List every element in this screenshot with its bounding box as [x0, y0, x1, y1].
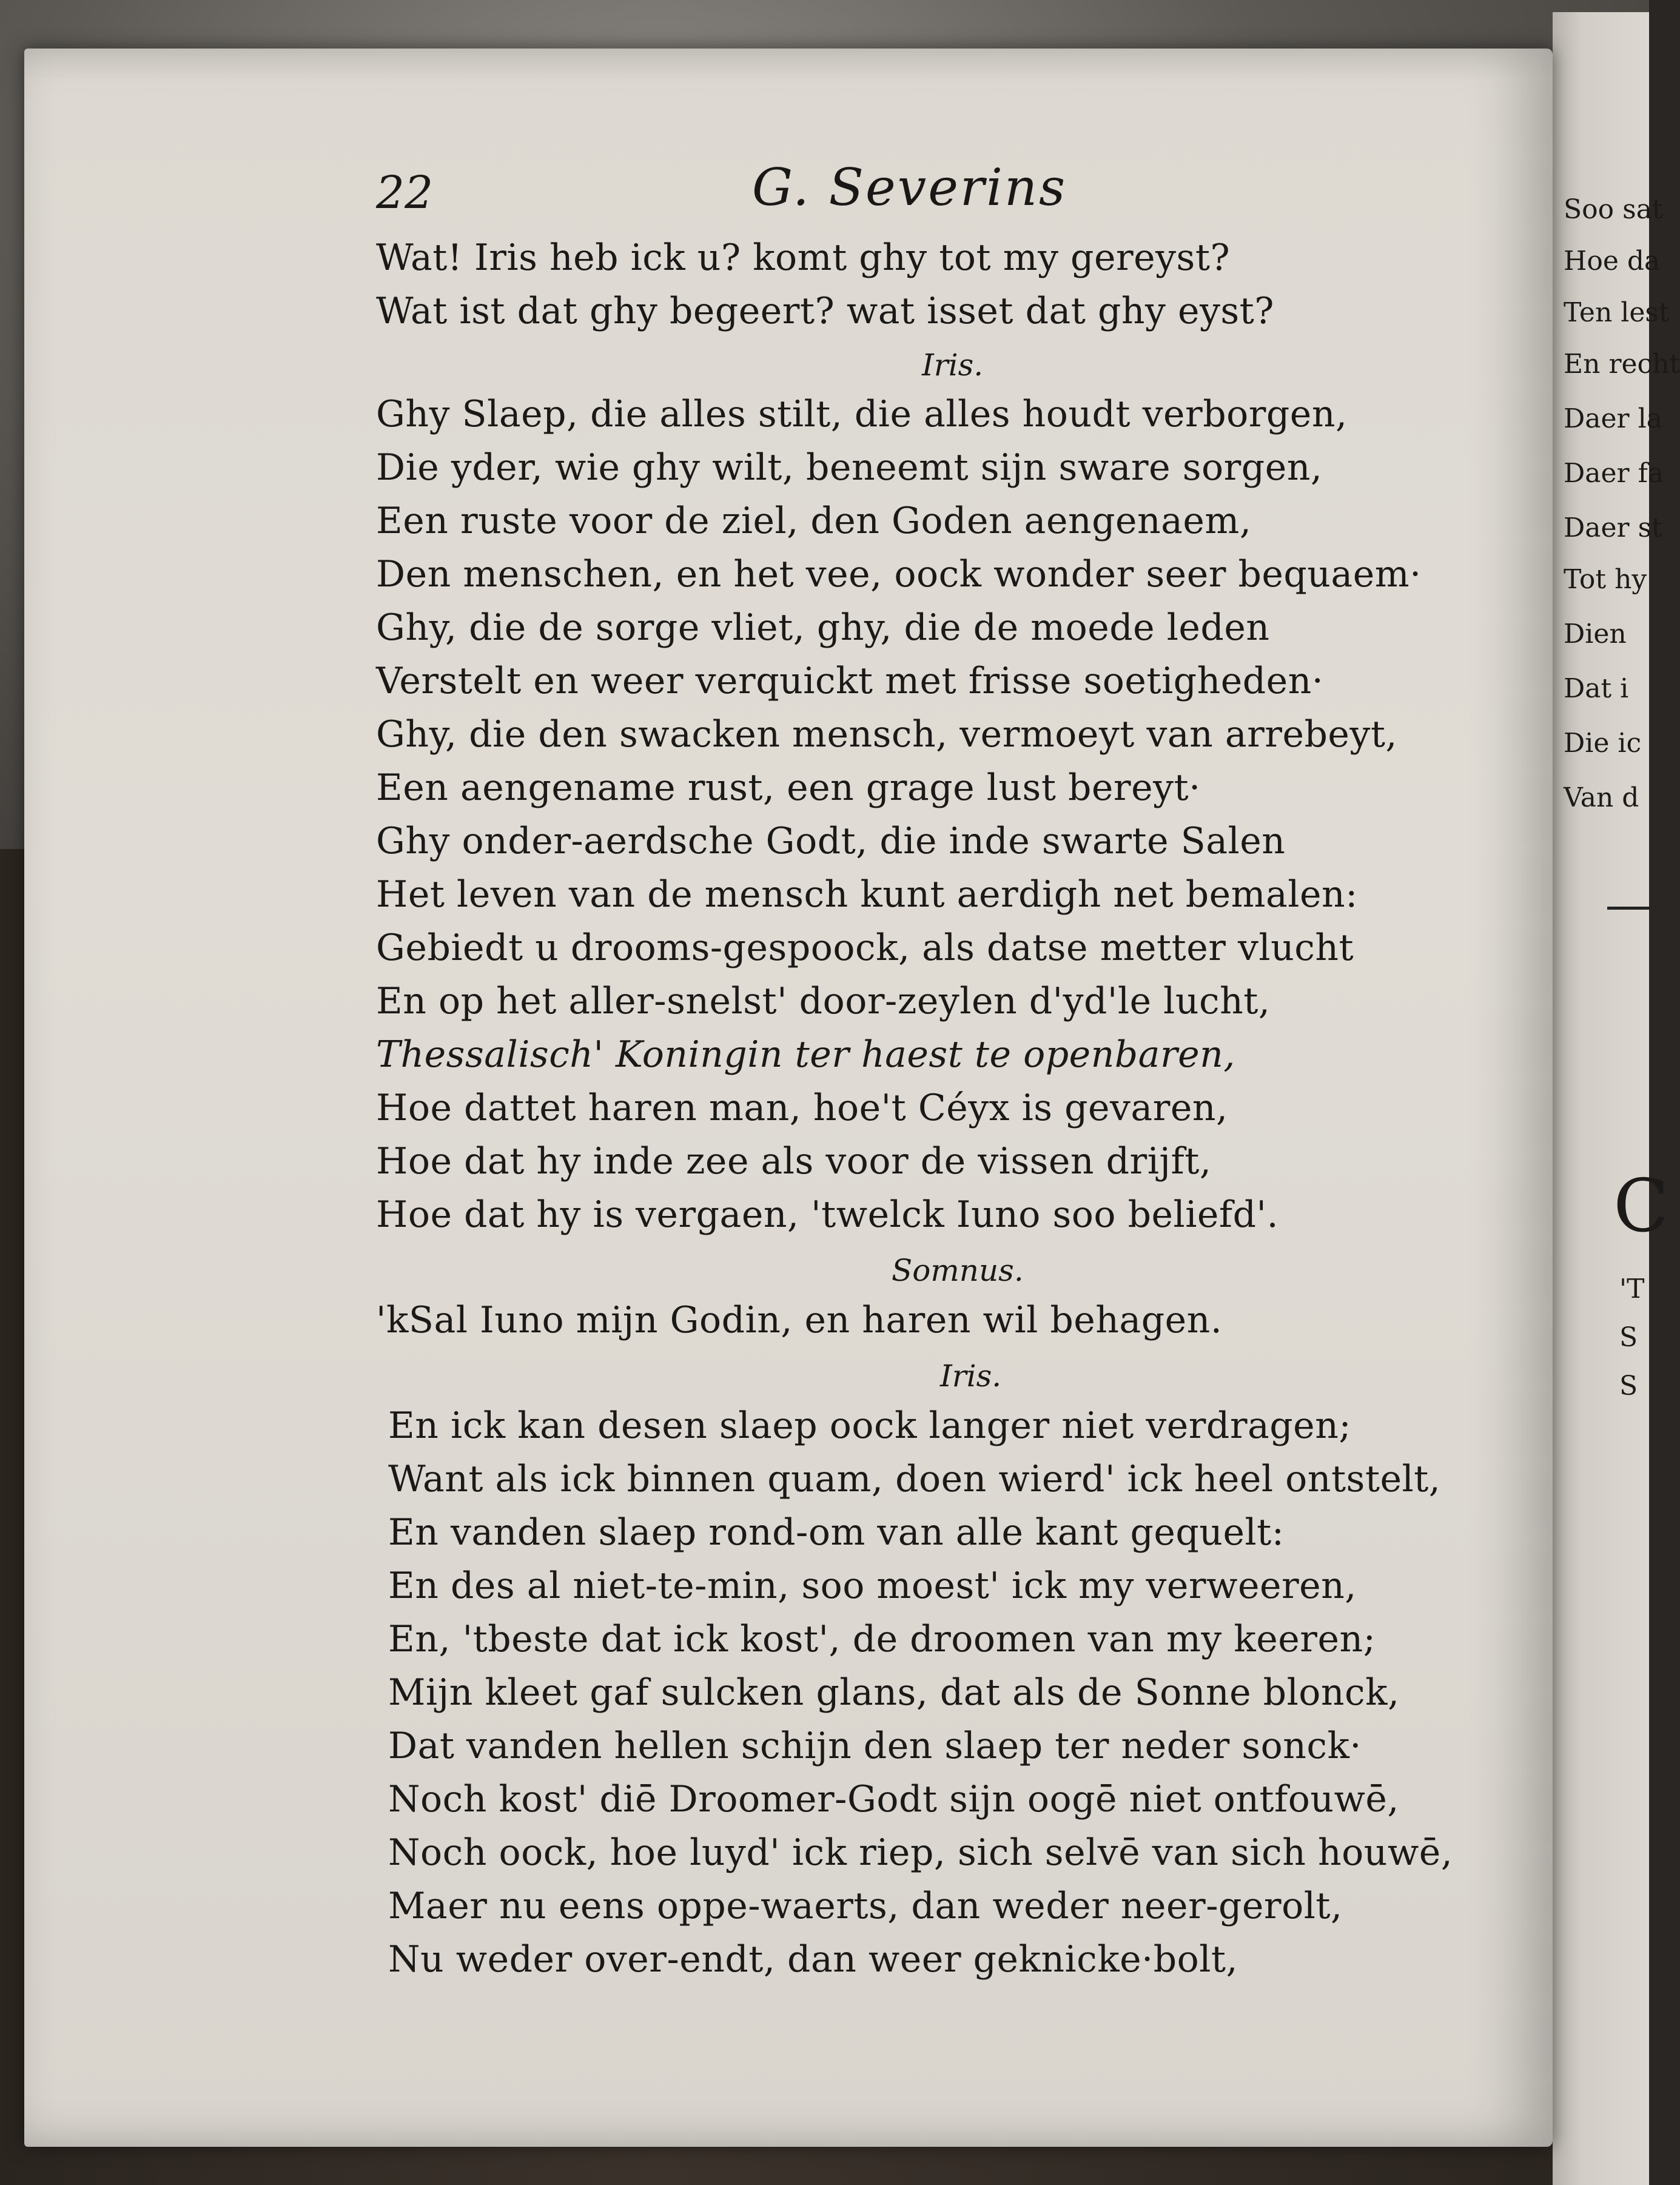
verse-line: Maer nu eens oppe-waerts, dan weder neer-gerolt, [388, 1885, 1343, 1927]
verse-line: Mijn kleet gaf sulcken glans, dat als de Sonne blonck, [388, 1671, 1400, 1714]
verse-line: Hoe dattet haren man, hoe't Céyx is gevaren, [376, 1087, 1228, 1129]
verse-line: Die yder, wie ghy wilt, beneemt sijn sware sorgen, [376, 446, 1323, 489]
verse-line: Dat vanden hellen schijn den slaep ter neder sonck· [388, 1725, 1362, 1767]
facing-page-line: Soo sat [1564, 194, 1663, 225]
facing-page-line: Daer fa [1564, 458, 1664, 489]
verse-line: Hoe dat hy is vergaen, 'twelck Iuno soo beliefd'. [376, 1193, 1279, 1236]
verse-line: Ghy Slaep, die alles stilt, die alles houdt verborgen, [376, 393, 1348, 435]
facing-page-line: Van d [1564, 782, 1639, 813]
facing-page-line: Die ic [1564, 728, 1642, 759]
verse-line: 'kSal Iuno mijn Godin, en haren wil behagen. [376, 1299, 1223, 1341]
verse-line: Ghy, die den swacken mensch, vermoeyt van arrebeyt, [376, 713, 1397, 756]
facing-page-fragment [1553, 12, 1680, 2185]
verse-line: Ghy, die de sorge vliet, ghy, die de moede leden [376, 606, 1270, 649]
facing-page-line: Tot hy [1564, 564, 1647, 595]
verse-line: Noch oock, hoe luyd' ick riep, sich selvē van sich houwē, [388, 1831, 1453, 1874]
verse-line: Thessalisch' Koningin ter haest te openbaren, [376, 1033, 1235, 1076]
verse-line: Den menschen, en het vee, oock wonder seer bequaem· [376, 553, 1422, 596]
verse-line: Een ruste voor de ziel, den Goden aengenaem, [376, 500, 1252, 542]
verse-line: Hoe dat hy inde zee als voor de vissen drijft, [376, 1140, 1212, 1183]
verse-line: En, 'tbeste dat ick kost', de droomen van my keeren; [388, 1618, 1376, 1660]
verse-line: Want als ick binnen quam, doen wierd' ick heel ontstelt, [388, 1458, 1441, 1500]
facing-page-line: Hoe da [1564, 246, 1661, 277]
speaker-label: Iris. [940, 1358, 1002, 1394]
verse-line: Wat! Iris heb ick u? komt ghy tot my gereyst? [376, 237, 1231, 279]
verse-line: Een aengename rust, een grage lust bereyt· [376, 767, 1201, 809]
facing-page-line: Dien [1564, 619, 1627, 649]
verse-line: En des al niet-te-min, soo moest' ick my verweeren, [388, 1565, 1357, 1607]
verse-line: Verstelt en weer verquickt met frisse soetigheden· [376, 660, 1324, 702]
verse-line: Wat ist dat ghy begeert? wat isset dat ghy eyst? [376, 290, 1274, 332]
facing-page-initial: C [1613, 1164, 1669, 1249]
facing-page-rule [1607, 907, 1650, 910]
facing-page-line: Daer st [1564, 512, 1662, 543]
verse-line: Nu weder over-endt, dan weer geknicke·bolt, [388, 1938, 1238, 1981]
facing-page-line: S [1619, 1322, 1638, 1353]
facing-page-line: En recht [1564, 349, 1680, 380]
verse-line: Het leven van de mensch kunt aerdigh net bemalen: [376, 873, 1358, 916]
facing-page-line: Ten lest [1564, 297, 1670, 328]
verse-line: Noch kost' diē Droomer-Godt sijn oogē niet ontfouwē, [388, 1778, 1399, 1821]
facing-page-line: 'T [1619, 1274, 1645, 1304]
verse-line: Ghy onder-aerdsche Godt, die inde swarte Salen [376, 820, 1286, 862]
verse-line: Gebiedt u drooms-gespoock, als datse metter vlucht [376, 927, 1354, 969]
running-head: G. Severins [752, 158, 1067, 217]
facing-page-line: Daer la [1564, 403, 1662, 434]
speaker-label: Iris. [922, 347, 984, 383]
verse-line: En ick kan desen slaep oock langer niet verdragen; [388, 1405, 1352, 1447]
verse-line: En vanden slaep rond-om van alle kant gequelt: [388, 1511, 1285, 1554]
facing-page-line: S [1619, 1371, 1638, 1401]
page-number: 22 [376, 167, 434, 219]
speaker-label: Somnus. [892, 1253, 1024, 1288]
facing-page-line: Dat i [1564, 673, 1629, 704]
book-page [24, 49, 1553, 2147]
verse-line: En op het aller-snelst' door-zeylen d'yd'le lucht, [376, 980, 1271, 1022]
